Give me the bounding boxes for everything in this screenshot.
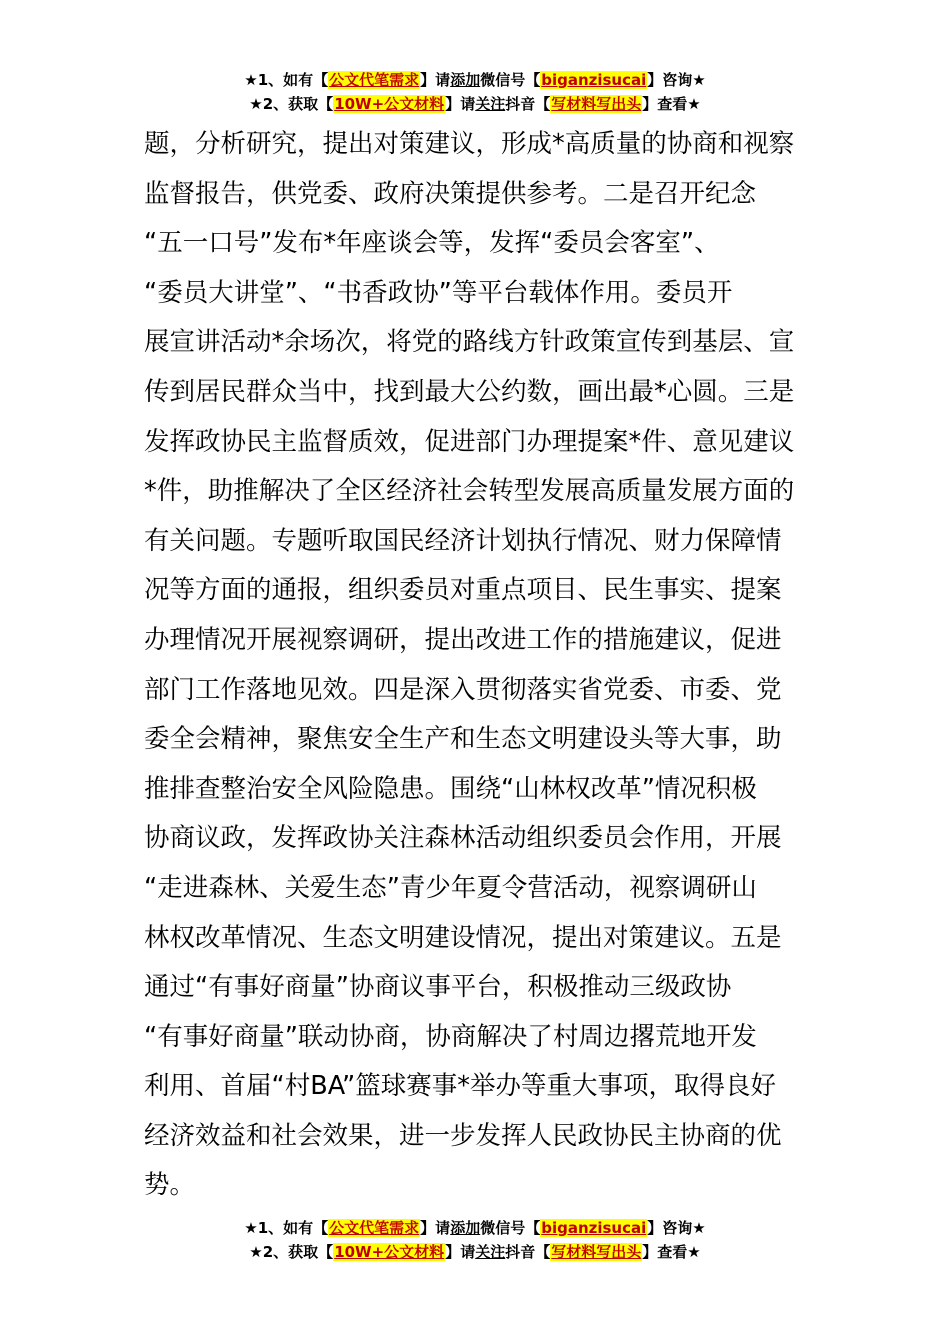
banner-highlight-materials: 10W+公文材料 bbox=[334, 95, 445, 113]
banner-text: 抖音【 bbox=[505, 95, 551, 113]
body-line: 协商议政，发挥政协关注森林活动组织委员会作用，开展 bbox=[144, 823, 782, 854]
banner-text: 】请 bbox=[445, 95, 476, 113]
banner-text: 】请 bbox=[420, 71, 451, 89]
banner-suffix: 】查看★ bbox=[642, 95, 701, 113]
banner-suffix: 】咨询★ bbox=[647, 71, 706, 89]
footer-banner-line-1 bbox=[0, 1216, 950, 1240]
body-line: 势。 bbox=[144, 1170, 196, 1201]
banner-underlined-text: 关注 bbox=[475, 95, 506, 113]
body-line: 委全会精神，聚焦安全生产和生态文明建设头等大事，助 bbox=[144, 724, 782, 755]
body-line: 题，分析研究，提出对策建议，形成*高质量的协商和视察 bbox=[144, 129, 795, 159]
banner-text: 抖音【 bbox=[505, 1243, 551, 1261]
banner-highlight-service: 公文代笔需求 bbox=[329, 71, 420, 89]
banner-suffix: 】查看★ bbox=[642, 1243, 701, 1261]
body-line: “五一口号”发布*年座谈会等，发挥“委员会客室”、 bbox=[144, 228, 720, 259]
banner-suffix: 】咨询★ bbox=[647, 1219, 706, 1237]
body-paragraph bbox=[144, 120, 824, 1211]
banner-prefix: ★2、获取【 bbox=[249, 1243, 334, 1261]
banner-highlight-wechat-id: biganzisucai bbox=[541, 1219, 647, 1237]
banner-highlight-douyin-account: 写材料写出头 bbox=[551, 95, 642, 113]
banner-text: 】请 bbox=[445, 1243, 476, 1261]
body-line: 发挥政协民主监督质效，促进部门办理提案*件、意见建议 bbox=[144, 426, 795, 457]
banner-text: 】请 bbox=[420, 1219, 451, 1237]
body-line: 展宣讲活动*余场次，将党的路线方针政策宣传到基层、宣 bbox=[144, 327, 795, 358]
banner-text: 微信号【 bbox=[480, 71, 541, 89]
body-line: 监督报告，供党委、政府决策提供参考。二是召开纪念 bbox=[144, 178, 757, 209]
body-line: 通过“有事好商量”协商议事平台，积极推动三级政协 bbox=[144, 972, 732, 1003]
body-line: 传到居民群众当中，找到最大公约数，画出最*心圆。三是 bbox=[144, 376, 795, 407]
header-banner bbox=[0, 68, 950, 116]
banner-prefix: ★2、获取【 bbox=[249, 95, 334, 113]
banner-text: 微信号【 bbox=[480, 1219, 541, 1237]
body-line: 经济效益和社会效果，进一步发挥人民政协民主协商的优 bbox=[144, 1120, 782, 1151]
banner-highlight-wechat-id: biganzisucai bbox=[541, 71, 647, 89]
footer-banner bbox=[0, 1216, 950, 1264]
banner-underlined-text: 添加 bbox=[450, 1219, 481, 1237]
header-banner-line-2 bbox=[0, 92, 950, 116]
body-line: 办理情况开展视察调研，提出改进工作的措施建议，促进 bbox=[144, 624, 782, 655]
banner-underlined-text: 关注 bbox=[475, 1243, 506, 1261]
body-line: “委员大讲堂”、“书香政协”等平台载体作用。委员开 bbox=[144, 277, 733, 308]
body-line: 利用、首届“村BA”篮球赛事*举办等重大事项，取得良好 bbox=[144, 1071, 776, 1102]
body-line: “走进森林、关爱生态”青少年夏令营活动，视察调研山 bbox=[144, 872, 757, 903]
body-line: 有关问题。专题听取国民经济计划执行情况、财力保障情 bbox=[144, 525, 782, 556]
banner-prefix: ★1、如有【 bbox=[244, 71, 329, 89]
banner-highlight-materials: 10W+公文材料 bbox=[334, 1243, 445, 1261]
body-line: 林权改革情况、生态文明建设情况，提出对策建议。五是 bbox=[144, 922, 782, 953]
footer-banner-line-2 bbox=[0, 1240, 950, 1264]
banner-prefix: ★1、如有【 bbox=[244, 1219, 329, 1237]
body-line: *件，助推解决了全区经济社会转型发展高质量发展方面的 bbox=[144, 476, 795, 507]
banner-highlight-service: 公文代笔需求 bbox=[329, 1219, 420, 1237]
body-line: 况等方面的通报，组织委员对重点项目、民生事实、提案 bbox=[144, 575, 782, 606]
body-line: “有事好商量”联动协商，协商解决了村周边撂荒地开发 bbox=[144, 1021, 757, 1052]
banner-underlined-text: 添加 bbox=[450, 71, 481, 89]
body-line: 部门工作落地见效。四是深入贯彻落实省党委、市委、党 bbox=[144, 674, 782, 705]
body-line: 推排查整治安全风险隐患。围绕“山林权改革”情况积极 bbox=[144, 773, 757, 804]
banner-highlight-douyin-account: 写材料写出头 bbox=[551, 1243, 642, 1261]
header-banner-line-1 bbox=[0, 68, 950, 92]
